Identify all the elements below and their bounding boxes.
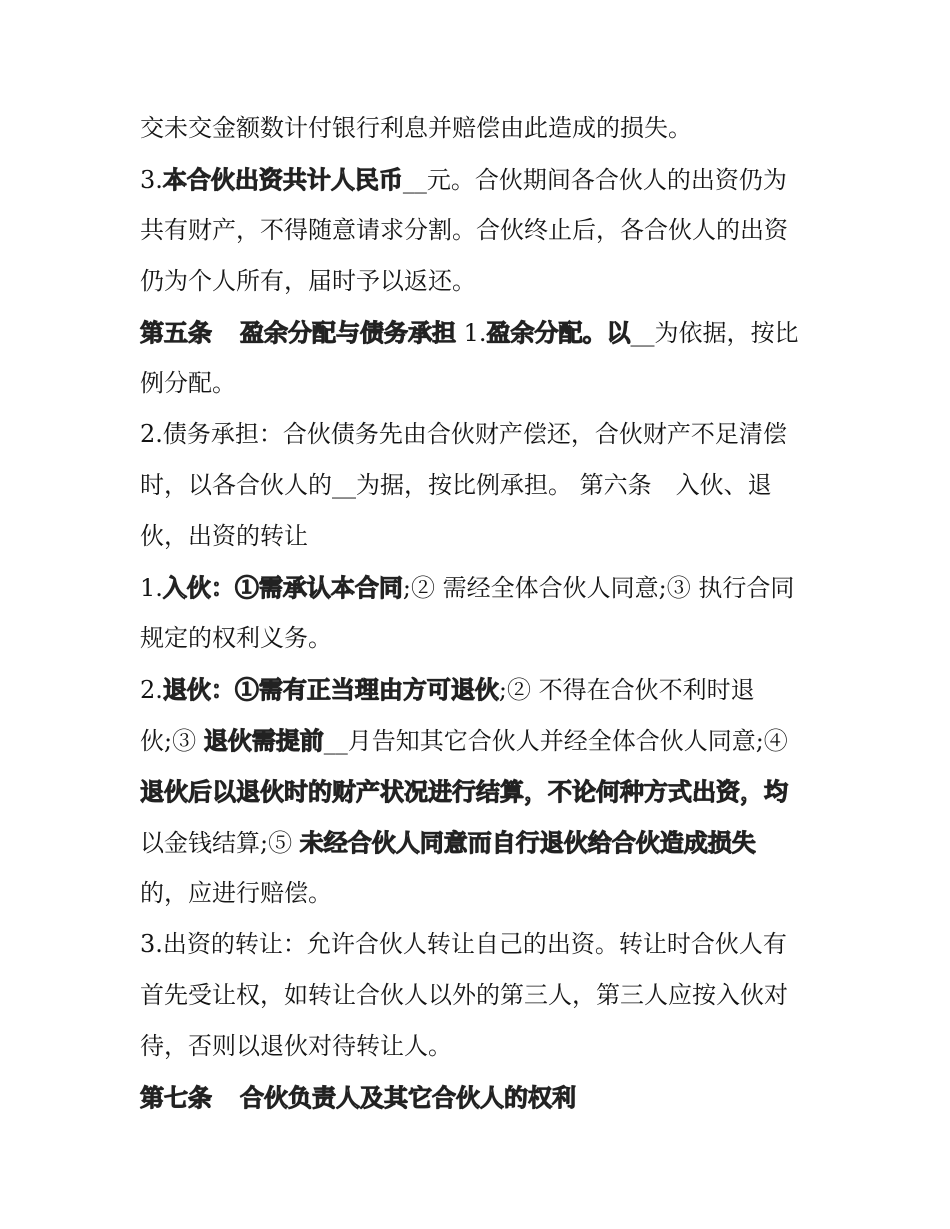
text-segment: 规定的权利义务。 <box>140 624 332 652</box>
text-line <box>140 358 820 409</box>
text-line <box>140 511 820 562</box>
text-segment: 3.出资的转让：允许合伙人转让自己的出资。转让时合伙人有 <box>140 930 787 958</box>
text-line <box>140 154 820 205</box>
text-line <box>140 715 820 766</box>
text-segment: ;② 需经全体合伙人同意;③ 执行合同 <box>402 574 795 602</box>
text-line <box>140 256 820 307</box>
text-segment: 1. <box>140 574 163 602</box>
text-line <box>140 817 820 868</box>
text-segment: 以金钱结算;⑤ <box>140 829 300 857</box>
emphasized-text: 本合伙出资共计人民币 <box>162 165 403 194</box>
text-line <box>140 970 820 1021</box>
text-line <box>140 766 820 817</box>
text-line <box>140 919 820 970</box>
text-segment: 1. <box>456 319 487 347</box>
emphasized-text: 入伙：①需承认本合同 <box>162 573 403 602</box>
emphasized-text: 合伙负责人及其它合伙人的权利 <box>240 1083 576 1112</box>
text-line <box>140 307 820 358</box>
text-segment: 仍为个人所有，届时予以返还。 <box>140 267 476 295</box>
text-line <box>140 613 820 664</box>
text-segment: ;② 不得在合伙不利时退 <box>498 676 755 704</box>
text-line <box>140 460 820 511</box>
text-segment: 3. <box>140 166 163 194</box>
text-segment: 时，以各合伙人的__为据，按比例承担。 第六条 入伙、退 <box>140 471 772 499</box>
emphasized-text: 退伙：①需有正当理由方可退伙 <box>162 675 499 704</box>
text-segment: 2. <box>140 676 163 704</box>
text-line <box>140 205 820 256</box>
emphasized-text: 退伙需提前 <box>203 726 324 755</box>
emphasized-text: 盈余分配。以 <box>486 318 631 347</box>
text-line <box>140 664 820 715</box>
text-line <box>140 409 820 460</box>
text-segment: 伙，出资的转让 <box>140 522 308 550</box>
text-segment: 伙;③ <box>140 727 204 755</box>
text-line <box>140 103 820 154</box>
text-segment: __月告知其它合伙人并经全体合伙人同意;④ <box>323 727 788 755</box>
text-segment: 共有财产，不得随意请求分割。合伙终止后，各合伙人的出资 <box>140 216 788 244</box>
text-line <box>140 1021 820 1072</box>
text-line <box>140 1072 820 1123</box>
emphasized-text: 第七条 <box>140 1083 212 1112</box>
text-segment: 交未交金额数计付银行利息并赔偿由此造成的损失。 <box>140 114 692 142</box>
emphasized-text: 第五条 <box>140 318 212 347</box>
text-segment: __为依据，按比 <box>630 319 799 347</box>
text-segment: 的，应进行赔偿。 <box>140 879 332 907</box>
text-segment: 首先受让权，如转让合伙人以外的第三人，第三人应按入伙对 <box>140 981 788 1009</box>
emphasized-text: 未经合伙人同意而自行退伙给合伙造成损失 <box>299 828 756 857</box>
text-segment: 2.债务承担：合伙债务先由合伙财产偿还，合伙财产不足清偿 <box>140 420 787 448</box>
emphasized-text: 退伙后以退伙时的财产状况进行结算，不论何种方式出资，均 <box>140 777 788 806</box>
text-line <box>140 562 820 613</box>
document-body <box>140 103 820 1123</box>
text-segment: 待，否则以退伙对待转让人。 <box>140 1032 452 1060</box>
emphasized-text: 盈余分配与债务承担 <box>240 318 456 347</box>
text-segment: 例分配。 <box>140 369 236 397</box>
text-segment: __元。合伙期间各合伙人的出资仍为 <box>402 166 787 194</box>
text-line <box>140 868 820 919</box>
